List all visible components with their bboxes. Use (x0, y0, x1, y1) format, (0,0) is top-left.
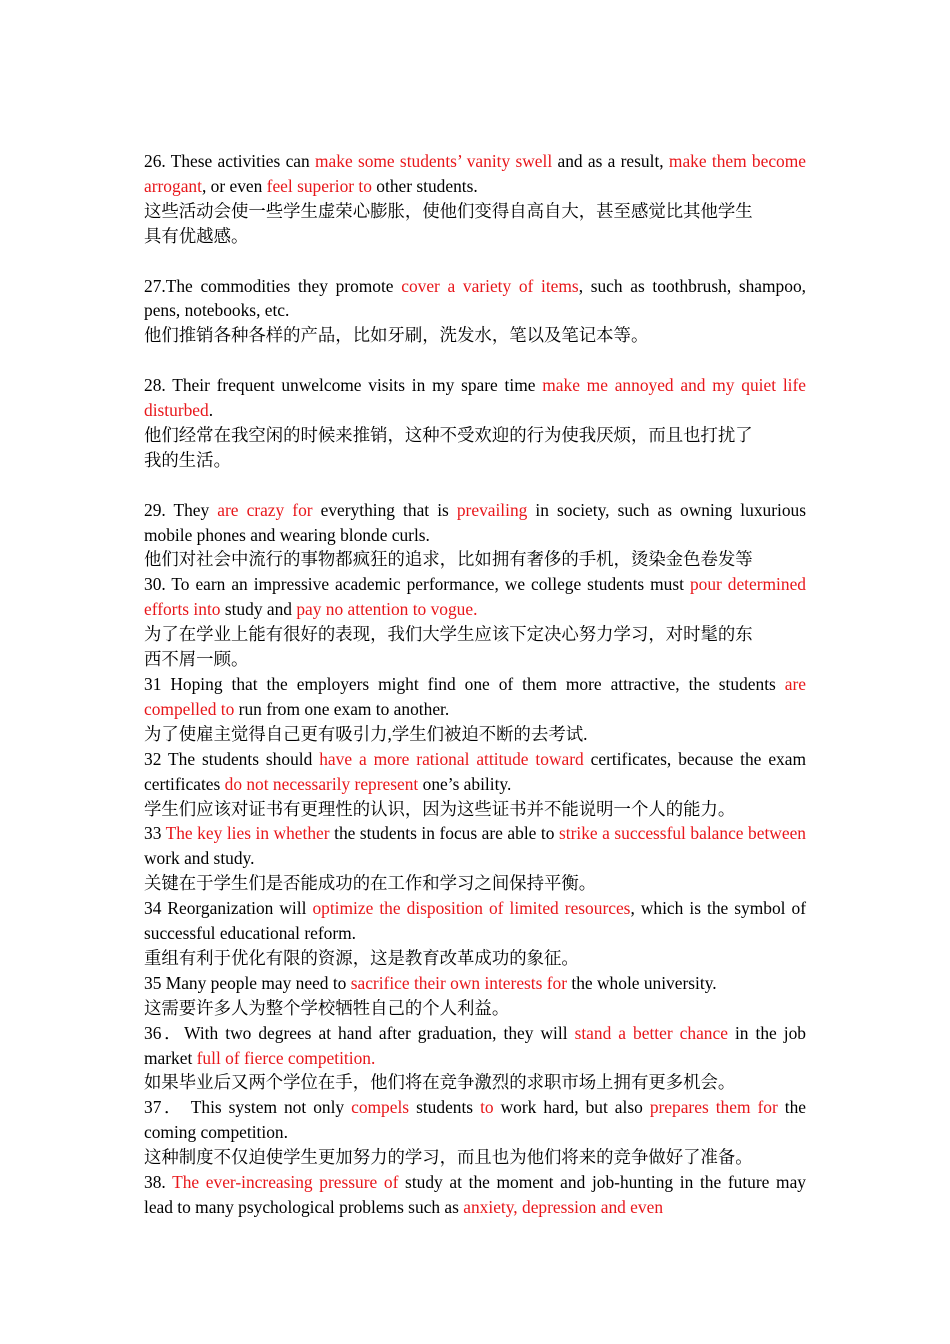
text-run: 29. They (144, 499, 218, 520)
text-run: 35 Many people may need to (144, 972, 351, 993)
translation-zh: 重组有利于优化有限的资源，这是教育改革成功的象征。 (144, 947, 579, 968)
sentence-en (144, 498, 806, 548)
sentence-en (144, 896, 806, 946)
highlighted-phrase: make some students’ vanity swell (315, 151, 553, 171)
translation-zh: 他们推销各种各样的产品，比如牙刷，洗发水，笔以及笔记本等。 (144, 325, 649, 346)
text-run: the coming competition. (144, 1097, 806, 1143)
highlighted-phrase: are compelled to (144, 673, 806, 719)
highlighted-phrase: prevailing (456, 499, 528, 520)
translation-zh: 学生们应该对证书有更理性的认识，因为这些证书并不能说明一个人的能力。 (144, 798, 736, 819)
translation-zh: 关键在于学生们是否能成功的在工作和学习之间保持平衡。 (144, 873, 597, 894)
sentence-en (144, 149, 806, 199)
translation-zh: 为了使雇主觉得自己更有吸引力,学生们被迫不断的去考试. (144, 723, 588, 744)
blank-line (144, 249, 806, 274)
highlighted-phrase: strike a successful balance between (559, 823, 806, 844)
sentence-en (144, 1021, 806, 1071)
text-run: 26. These activities can (144, 151, 315, 171)
blank-line (144, 348, 806, 373)
text-run: the whole university. (567, 972, 717, 993)
highlighted-phrase: full of fierce competition. (196, 1047, 376, 1068)
text-run: , such as toothbrush, shampoo, pens, notebooks, etc. (144, 275, 806, 321)
sentence-en (144, 1170, 806, 1220)
translation-zh: 我的生活。 (144, 449, 231, 470)
highlighted-phrase: anxiety, depression and even (463, 1197, 664, 1218)
translation-zh: 这些活动会使一些学生虚荣心膨胀，使他们变得自高自大，甚至感觉比其他学生 (144, 200, 753, 221)
text-run: 31 Hoping that the employers might find one of them more attractive, the students (144, 673, 785, 694)
text-run: 37． This system not only (144, 1097, 352, 1118)
sentence-en (144, 747, 806, 797)
highlighted-phrase: cover a variety of items (401, 275, 579, 296)
text-run: 36．With two degrees at hand after graduation, they will (144, 1022, 575, 1043)
highlighted-phrase: compels (351, 1097, 410, 1118)
highlighted-phrase: make them become arrogant (144, 151, 806, 196)
highlighted-phrase: prepares them for (649, 1097, 778, 1118)
translation-zh: 这种制度不仅迫使学生更加努力的学习，而且也为他们将来的竞争做好了准备。 (144, 1147, 753, 1168)
text-run: 34 Reorganization will (144, 898, 313, 919)
text-run: . (208, 400, 214, 421)
sentence-en (144, 373, 806, 423)
text-run: certificates, because the exam certificates (144, 748, 806, 794)
translation-zh: 这需要许多人为整个学校牺牲自己的个人利益。 (144, 997, 510, 1018)
text-run: work and study. (144, 848, 255, 869)
text-run: 33 (144, 823, 166, 844)
text-run: everything that is (312, 499, 457, 520)
text-run: 28. Their frequent unwelcome visits in my spare time (144, 375, 543, 396)
text-run: 32 The students should (144, 748, 320, 769)
highlighted-phrase: do not necessarily represent (224, 773, 419, 794)
text-run: run from one exam to another. (234, 698, 450, 719)
text-run: students (409, 1097, 481, 1118)
text-run: in society, such as owning luxurious mobile phones and wearing blonde curls. (144, 499, 806, 545)
translation-zh: 他们对社会中流行的事物都疯狂的追求，比如拥有奢侈的手机，烫染金色卷发等 (144, 549, 753, 570)
text-run: work hard, but also (493, 1097, 650, 1118)
text-run: other students. (371, 175, 478, 196)
sentence-en (144, 274, 806, 324)
translation-zh: 如果毕业后又两个学位在手，他们将在竞争激烈的求职市场上拥有更多机会。 (144, 1072, 736, 1093)
highlighted-phrase: optimize the disposition of limited resources (312, 898, 631, 919)
text-run: the students in focus are able to (329, 823, 559, 844)
highlighted-phrase: pour determined efforts into (144, 574, 806, 620)
highlighted-phrase: sacrifice their own interests for (350, 972, 568, 993)
highlighted-phrase: stand a better chance (574, 1022, 728, 1043)
sentence-en (144, 672, 806, 722)
sentence-en (144, 971, 806, 996)
text-run: 27.The commodities they promote (144, 275, 402, 296)
text-run: 30. To earn an impressive academic performance, we college students must (144, 574, 690, 595)
text-run: study and (220, 599, 297, 620)
sentence-en (144, 572, 806, 622)
translation-zh: 为了在学业上能有很好的表现，我们大学生应该下定决心努力学习，对时髦的东 (144, 624, 753, 645)
highlighted-phrase: pay no attention to vogue. (296, 599, 478, 620)
highlighted-phrase: are crazy for (217, 499, 313, 520)
sentence-en (144, 821, 806, 871)
sentence-en (144, 1095, 806, 1145)
highlighted-phrase: have a more rational attitude toward (319, 748, 584, 769)
translation-zh: 具有优越感。 (144, 225, 249, 246)
highlighted-phrase: The key lies in whether (165, 823, 330, 844)
highlighted-phrase: make me annoyed and my quiet life disturbed (144, 375, 807, 421)
text-run: , or even (201, 175, 267, 196)
highlighted-phrase: feel superior to (266, 175, 372, 196)
text-run: and as a result, (552, 151, 669, 171)
blank-line (144, 473, 806, 498)
translation-zh: 他们经常在我空闲的时候来推销，这种不受欢迎的行为使我厌烦，而且也打扰了 (144, 424, 753, 445)
text-run: , which is the symbol of successful educational reform. (144, 898, 806, 944)
highlighted-phrase: to (480, 1097, 494, 1118)
text-run: 38. (144, 1172, 173, 1193)
translation-zh: 西不屑一顾。 (144, 649, 249, 670)
document-page (144, 149, 806, 1220)
highlighted-phrase: The ever-increasing pressure of (172, 1172, 399, 1193)
text-run: one’s ability. (418, 773, 512, 794)
text-run: in the job market (144, 1022, 806, 1068)
text-run: study at the moment and job-hunting in the future may lead to many psychological problems such as (144, 1172, 806, 1218)
